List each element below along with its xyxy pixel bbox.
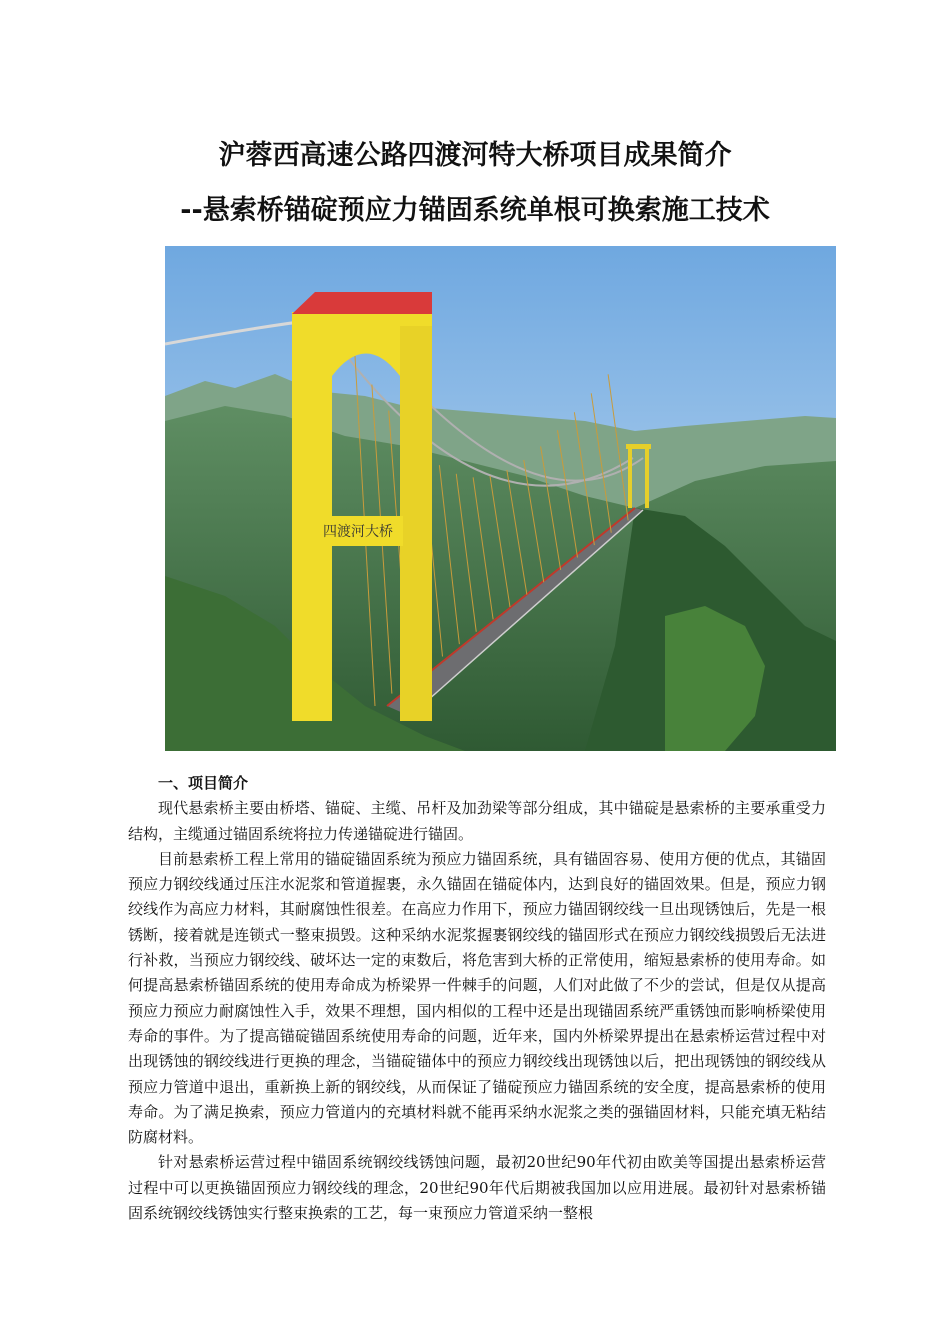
document-subtitle: --悬索桥锚碇预应力锚固系统单根可换索施工技术 [180, 195, 770, 226]
paragraph: 目前悬索桥工程上常用的锚碇锚固系统为预应力锚固系统，具有锚固容易、使用方便的优点，其锚固预应力钢绞线通过压注水泥浆和管道握裹，永久锚固在锚碇体内，达到良好的锚固效果。但是，预应力钢绞线作为高应力材料，其耐腐蚀性很差。在高应力作用下，预应力锚固钢绞线一旦出现锈蚀后，先是一根锈断，接着就是连锁式一整束损毁。这种采纳水泥浆握裹钢绞线的锚固形式在预应力钢绞线损毁后无法进行补救，当预应力钢绞线、破坏达一定的束数后，将危害到大桥的正常使用，缩短悬索桥的使用寿命。如何提高悬索桥锚固系统的使用寿命成为桥梁界一件棘手的问题，人们对此做了不少的尝试，但是仅从提高预应力预应力耐腐蚀性入手，效果不理想，国内相似的工程中还是出现锚固系统严重锈蚀而影响桥梁使用寿命的事件。为了提高锚碇锚固系统使用寿命的问题，近年来，国内外桥梁界提出在悬索桥运营过程中对出现锈蚀的钢绞线进行更换的理念，当锚碇锚体中的预应力钢绞线出现锈蚀以后，把出现锈蚀的钢绞线从预应力管道中退出，重新换上新的钢绞线，从而保证了锚碇预应力锚固系统的安全度，提高悬索桥的使用寿命。为了满足换索，预应力管道内的充填材料就不能再采纳水泥浆之类的强锚固材料，只能充填无粘结防腐材料。 [128, 849, 826, 1147]
paragraph: 针对悬索桥运营过程中锚固系统钢绞线锈蚀问题，最初20世纪90年代初由欧美等国提出悬索桥运营过程中可以更换锚固预应力钢绞线的理念，20世纪90年代后期被我国加以应用进展。最初针对悬索桥锚固系统钢绞线锈蚀实行整束换索的工艺，每一束预应力管道采纳一整根 [128, 1153, 826, 1223]
bridge-photo [165, 246, 836, 751]
paragraph: 现代悬索桥主要由桥塔、锚碇、主缆、吊杆及加劲梁等部分组成，其中锚碇是悬索桥的主要承重受力结构，主缆通过锚固系统将拉力传递锚碇进行锚固。 [128, 799, 826, 843]
document-title: 沪蓉西高速公路四渡河特大桥项目成果简介 [218, 140, 732, 171]
article-body [128, 771, 826, 1226]
tower-inscription: 四渡河大桥 [323, 524, 393, 540]
section-heading: 一、项目简介 [158, 774, 249, 792]
